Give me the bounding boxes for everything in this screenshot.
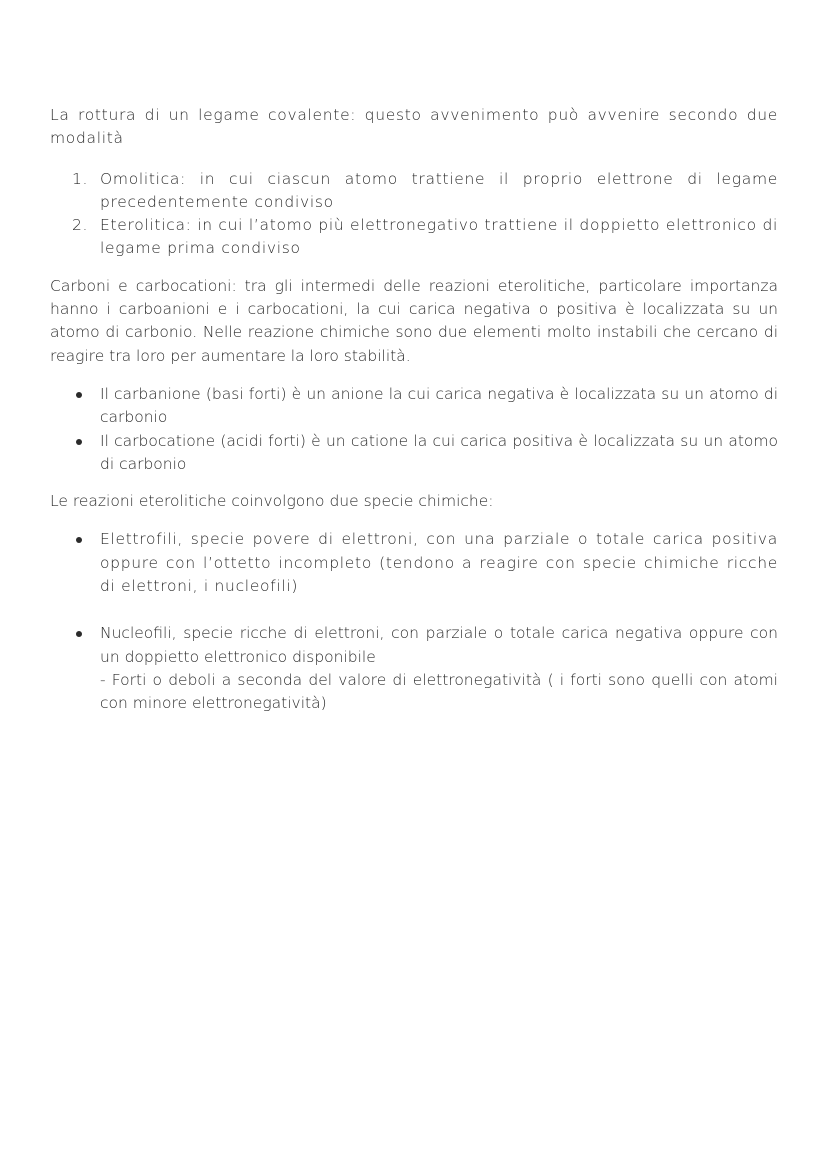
list-item (50, 430, 778, 477)
document-page (50, 104, 778, 716)
list-number: 1. (72, 169, 89, 188)
list-item-text: Eterolitica: in cui l’atomo più elettronegativo trattiene il doppietto elettronico di legame prima condiviso (100, 216, 778, 258)
list-item-text: Il carbanione (basi forti) è un anione la cui carica negativa è localizzata su un atomo di carbonio (100, 384, 778, 427)
list-item-text: Omolitica: in cui ciascun atomo trattiene il proprio elettrone di legame precedentemente condiviso (100, 169, 778, 211)
bullet-icon (76, 537, 82, 543)
carbocations-paragraph: Carboni e carbocationi: tra gli intermedi delle reazioni eterolitiche, particolare importanza hanno i carboanioni e i carbocationi, la cui carica negativa o positiva è localizzata su un atomo di carbonio. Nelle reazione chimiche sono due elementi molto instabili che cercano di reagire tra loro per aumentare la loro stabilità. (50, 276, 778, 365)
list-number: 2. (72, 216, 89, 235)
list-item-note: - Forti o deboli a seconda del valore di elettronegatività ( i forti sono quelli con atomi con minore elettronegatività) (100, 670, 778, 713)
species-intro: Le reazioni eterolitiche coinvolgono due specie chimiche: (50, 492, 494, 511)
bullet-icon (76, 631, 82, 637)
bullet-icon (76, 439, 82, 445)
list-item (50, 214, 778, 261)
list-item-text: Elettrofili, specie povere di elettroni, con una parziale o totale carica positiva oppure con l’ottetto incompleto (tendono a reagire con specie chimiche ricche di elettroni, i nucleofili) (100, 530, 778, 596)
intro-paragraph: La rottura di un legame covalente: questo avvenimento può avvenire secondo due modalità (50, 106, 778, 148)
list-item (50, 528, 778, 598)
list-item (50, 622, 778, 715)
bullet-icon (76, 392, 82, 398)
ion-list (50, 383, 778, 476)
list-item-text: Nucleofili, specie ricche di elettroni, con parziale o totale carica negativa oppure con un doppietto elettronico disponibile (100, 624, 778, 666)
bond-breaking-list (50, 168, 778, 261)
list-item-text: Il carbocatione (acidi forti) è un catione la cui carica positiva è localizzata su un atomo di carbonio (100, 431, 778, 473)
list-item (50, 168, 778, 215)
list-item (50, 383, 778, 430)
species-list (50, 528, 778, 715)
